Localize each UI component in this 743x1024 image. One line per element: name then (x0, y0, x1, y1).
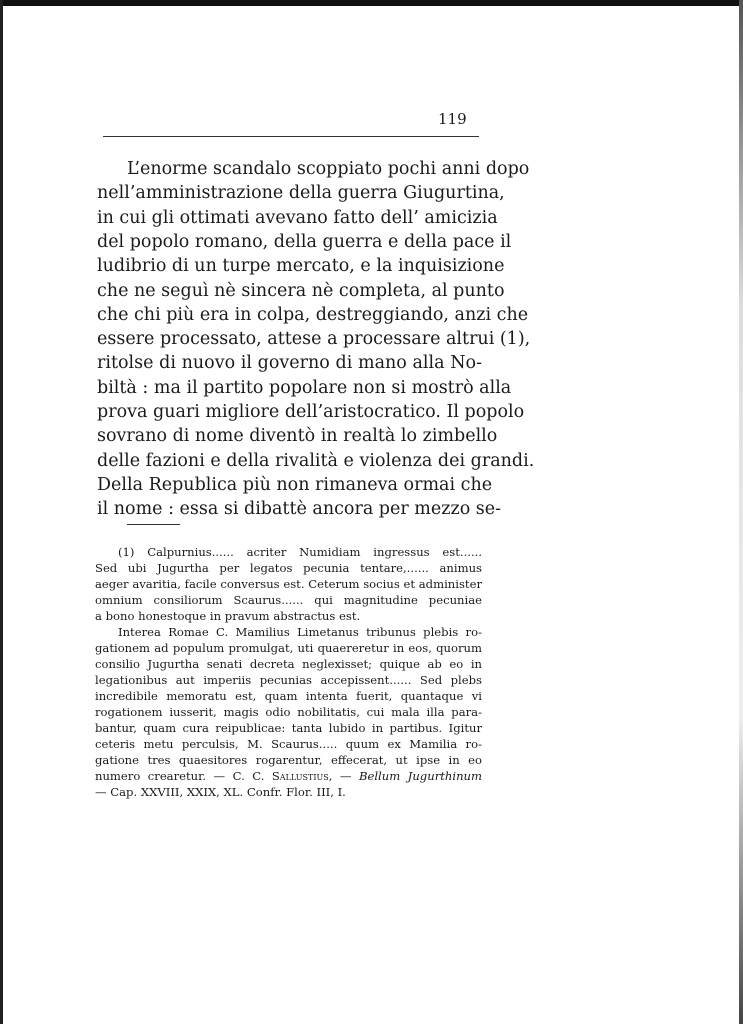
footnote-line: (1) Calpurnius...... acriter Numidiam ingressus est...... (118, 545, 482, 559)
body-line: sovrano di nome diventò in realtà lo zimbello (97, 426, 498, 447)
body-line: in cui gli ottimati avevano fatto dell’ amicizia (97, 207, 498, 228)
body-line: che ne seguì nè sincera nè completa, al punto (97, 280, 505, 301)
body-line: L’enorme scandalo scoppiato pochi anni dopo (127, 159, 530, 179)
body-line: biltà : ma il partito popolare non si mostrò alla (97, 377, 512, 398)
body-line: del popolo romano, della guerra e della pace il (97, 231, 512, 252)
body-line: essere processato, attese a processare altrui (1), (97, 329, 531, 350)
body-line: che chi più era in colpa, destreggiando, anzi che (97, 304, 529, 325)
header-rule (103, 136, 479, 137)
body-line: nell’amministrazione della guerra Giugurtina, (97, 183, 505, 204)
citation-dash: — (332, 769, 359, 783)
footnote-line: ceteris metu perculsis, M. Scaurus..... quum ex Mamilia ro- (95, 737, 482, 751)
body-line: prova guari migliore dell’aristocratico. Il popolo (97, 402, 525, 422)
footnote-citation (95, 769, 482, 784)
body-line: delle fazioni e della rivalità e violenza dei grandi. (97, 450, 535, 471)
footnote-line: bantur, quam cura reipublicae: tanta lubido in partibus. Igitur (95, 721, 482, 735)
citation-title: Bellum Jugurthinum (358, 769, 482, 783)
footnote-line: gatione tres quaesitores rogarentur, effecerat, ut ipse in eo (95, 753, 482, 767)
citation-prefix: numero crearetur. — C. C. (95, 769, 272, 783)
scan-left-edge (0, 0, 3, 1024)
page-number: 119 (438, 110, 467, 128)
scan-top-edge (0, 0, 743, 6)
footnote-line: Sed ubi Jugurtha per legatos pecunia tentare,...... animus (95, 561, 482, 575)
body-line: il nome : essa si dibattè ancora per mezzo se- (97, 499, 502, 520)
footnote-line: omnium consiliorum Scaurus...... qui magnitudine pecuniae (95, 593, 482, 607)
citation-author: Sallustius, (271, 769, 333, 783)
footnote-line: a bono honestoque in pravum abstractus est. (95, 609, 361, 623)
footnote-line: legationibus aut imperiis pecunias accepissent...... Sed plebs (95, 673, 482, 687)
footnote-line: aeger avaritia, facile conversus est. Ceterum socius et administer (95, 577, 482, 591)
body-line: Della Republica più non rimaneva ormai che (97, 474, 493, 495)
footnote-line: incredibile memoratu est, quam intenta fuerit, quantaque vi (95, 689, 482, 703)
footnote-line: consilio Jugurtha senati decreta neglexisset; quique ab eo in (95, 657, 482, 671)
scan-right-edge (739, 0, 743, 1024)
footnote-line: — Cap. XXVIII, XXIX, XL. Confr. Flor. III, I. (95, 785, 346, 799)
footnote-line: gationem ad populum promulgat, uti quaereretur in eos, quorum (95, 641, 482, 655)
footnote-line: rogationem iusserit, magis odio nobilitatis, cui mala illa para- (95, 705, 482, 719)
footnote-line: Interea Romae C. Mamilius Limetanus tribunus plebis ro- (118, 625, 482, 639)
footnote-separator (127, 524, 180, 525)
body-line: ludibrio di un turpe mercato, e la inquisizione (97, 256, 505, 277)
body-line: ritolse di nuovo il governo di mano alla No- (97, 353, 482, 374)
